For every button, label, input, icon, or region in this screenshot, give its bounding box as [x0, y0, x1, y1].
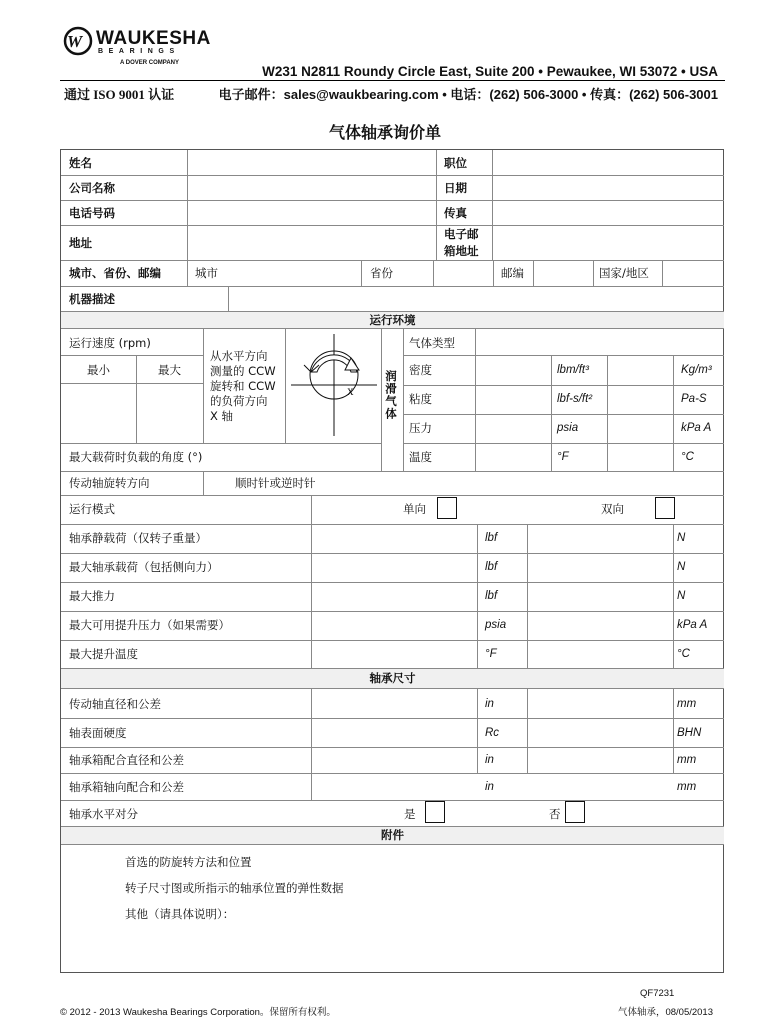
- two-way-checkbox[interactable]: [655, 497, 675, 519]
- name-label: 姓名: [69, 156, 92, 170]
- phone-label: 电话号码: [69, 206, 115, 220]
- shaft-rotation-label: 传动轴旋转方向: [69, 476, 150, 490]
- date-input[interactable]: [493, 176, 723, 199]
- form-title: 气体轴承询价单: [328, 123, 441, 142]
- email-label-2: 箱地址: [444, 244, 479, 258]
- machine-input[interactable]: [229, 287, 723, 310]
- viscosity-unit-metric: Pa-S: [681, 393, 707, 405]
- country-label: 国家/地区: [599, 266, 649, 280]
- max-speed-label: 最大: [158, 363, 181, 377]
- city-province-zip-label: 城市、省份、邮编: [69, 266, 161, 280]
- diagram-x-label: X: [347, 387, 354, 397]
- load-row-unit2: N: [677, 532, 686, 544]
- dim-row-unit1: in: [485, 781, 494, 793]
- dims-section-title: 轴承尺寸: [369, 671, 416, 685]
- pressure-unit-imperial: psia: [557, 422, 579, 434]
- fax-label: 传真: [444, 206, 467, 220]
- no-checkbox[interactable]: [565, 801, 585, 823]
- density-unit-metric: Kg/m³: [681, 364, 712, 376]
- viscosity-unit-imperial: lbf-s/ft²: [557, 393, 593, 405]
- load-row-label: 轴承静载荷（仅转子重量）: [69, 531, 207, 545]
- pressure-unit-metric: kPa A: [681, 422, 712, 434]
- attachment-item: 转子尺寸图或所指示的轴承位置的弹性数据: [125, 881, 344, 895]
- load-row-unit1: lbf: [485, 590, 498, 602]
- yes-checkbox[interactable]: [425, 801, 445, 823]
- copyright: © 2012 - 2013 Waukesha Bearings Corporation。保留所有权利。: [60, 1007, 336, 1018]
- contact-info: 电子邮件：sales@waukbearing.com • 电话：(262) 506-3000 • 传真：(262) 506-3001: [218, 87, 718, 102]
- city-label: 城市: [195, 266, 218, 280]
- dim-row-label: 轴表面硬度: [69, 726, 127, 740]
- max-load-angle-label: 最大载荷时负载的角度 (°): [69, 450, 203, 464]
- email-input[interactable]: [493, 226, 723, 259]
- dim-row-label: 传动轴直径和公差: [69, 697, 161, 711]
- ccw-note-1: 从水平方向: [210, 349, 268, 363]
- yes-label: 是: [404, 807, 416, 821]
- waukesha-logo-icon: [62, 26, 96, 56]
- load-row-unit1: lbf: [485, 532, 498, 544]
- brand-sub: BEARINGS: [98, 48, 180, 55]
- position-input[interactable]: [493, 151, 723, 174]
- load-row-unit2: N: [677, 590, 686, 602]
- machine-label: 机器描述: [69, 292, 115, 306]
- no-label: 否: [549, 807, 561, 821]
- name-input[interactable]: [188, 151, 435, 174]
- load-row-unit2: °C: [677, 648, 690, 660]
- pressure-label: 压力: [409, 421, 432, 435]
- attachments-section-title: 附件: [381, 828, 404, 842]
- phone-input[interactable]: [188, 201, 435, 224]
- fax-input[interactable]: [493, 201, 723, 224]
- two-way-label: 双向: [601, 502, 624, 516]
- position-label: 职位: [444, 156, 467, 170]
- company-input[interactable]: [188, 176, 435, 199]
- min-speed-label: 最小: [87, 363, 110, 377]
- shaft-rotation-value: 顺时针或逆时针: [235, 476, 316, 490]
- dim-row-unit2: mm: [677, 698, 697, 710]
- load-row-unit1: psia: [485, 619, 507, 631]
- dim-row-unit1: in: [485, 698, 494, 710]
- dim-row-unit2: mm: [677, 781, 697, 793]
- load-row-unit2: kPa A: [677, 619, 708, 631]
- date-label: 日期: [444, 181, 467, 195]
- viscosity-label: 粘度: [409, 392, 432, 406]
- dim-row-unit1: in: [485, 754, 494, 766]
- brand-name: WAUKESHA: [96, 28, 211, 49]
- address-input[interactable]: [188, 226, 435, 259]
- address-label: 地址: [69, 236, 92, 250]
- one-way-label: 单向: [403, 502, 426, 516]
- load-row-unit2: N: [677, 561, 686, 573]
- gas-type-label: 气体类型: [409, 336, 455, 350]
- svg-text:W: W: [67, 32, 83, 51]
- load-row-label: 最大推力: [69, 589, 115, 603]
- attachment-item: 其他（请具体说明）：: [125, 907, 235, 921]
- load-row-unit1: °F: [485, 648, 497, 660]
- load-row-label: 最大可用提升压力（如果需要）: [69, 618, 230, 632]
- province-label: 省份: [370, 266, 393, 280]
- density-unit-imperial: lbm/ft³: [557, 364, 589, 376]
- inquiry-form: [60, 149, 724, 973]
- dim-row-unit2: mm: [677, 754, 697, 766]
- brand-company: A DOVER COMPANY: [120, 60, 180, 66]
- env-section-title: 运行环境: [369, 313, 416, 327]
- load-row-unit1: lbf: [485, 561, 498, 573]
- ccw-note-5: X 轴: [210, 409, 234, 423]
- ccw-note-3: 旋转和 CCW: [210, 379, 276, 393]
- temperature-unit-metric: °C: [681, 451, 694, 463]
- header-rule: [60, 80, 725, 81]
- temperature-label: 温度: [409, 450, 432, 464]
- dim-row-unit1: Rc: [485, 727, 500, 739]
- dim-row-unit2: BHN: [677, 727, 702, 739]
- one-way-checkbox[interactable]: [437, 497, 457, 519]
- dim-row-label: 轴承箱轴向配合和公差: [69, 780, 184, 794]
- temperature-unit-imperial: °F: [557, 451, 569, 463]
- operating-mode-label: 运行模式: [69, 502, 115, 516]
- company-label: 公司名称: [69, 181, 115, 195]
- form-code: QF7231: [640, 988, 675, 999]
- doc-date: 气体轴承，08/05/2013: [617, 1007, 713, 1018]
- dim-row-label: 轴承箱配合直径和公差: [69, 753, 184, 767]
- ccw-note-2: 测量的 CCW: [210, 364, 276, 378]
- load-row-label: 最大提升温度: [69, 647, 138, 661]
- email-label-1: 电子邮: [444, 227, 479, 241]
- density-label: 密度: [409, 363, 432, 377]
- load-row-label: 最大轴承载荷（包括侧向力）: [69, 560, 219, 574]
- ccw-note-4: 的负荷方向: [210, 394, 268, 408]
- company-address: W231 N2811 Roundy Circle East, Suite 200 • Pewaukee, WI 53072 • USA: [262, 64, 718, 79]
- iso-certification: 通过 ISO 9001 认证: [64, 87, 175, 102]
- ccw-rotation-diagram: [289, 332, 379, 440]
- level-split-label: 轴承水平对分: [69, 807, 138, 821]
- attachment-item: 首选的防旋转方法和位置: [125, 855, 252, 869]
- lubricant-gas-label: 润滑气体: [384, 370, 398, 420]
- speed-label: 运行速度 (rpm): [69, 336, 151, 350]
- zip-label: 邮编: [501, 266, 524, 280]
